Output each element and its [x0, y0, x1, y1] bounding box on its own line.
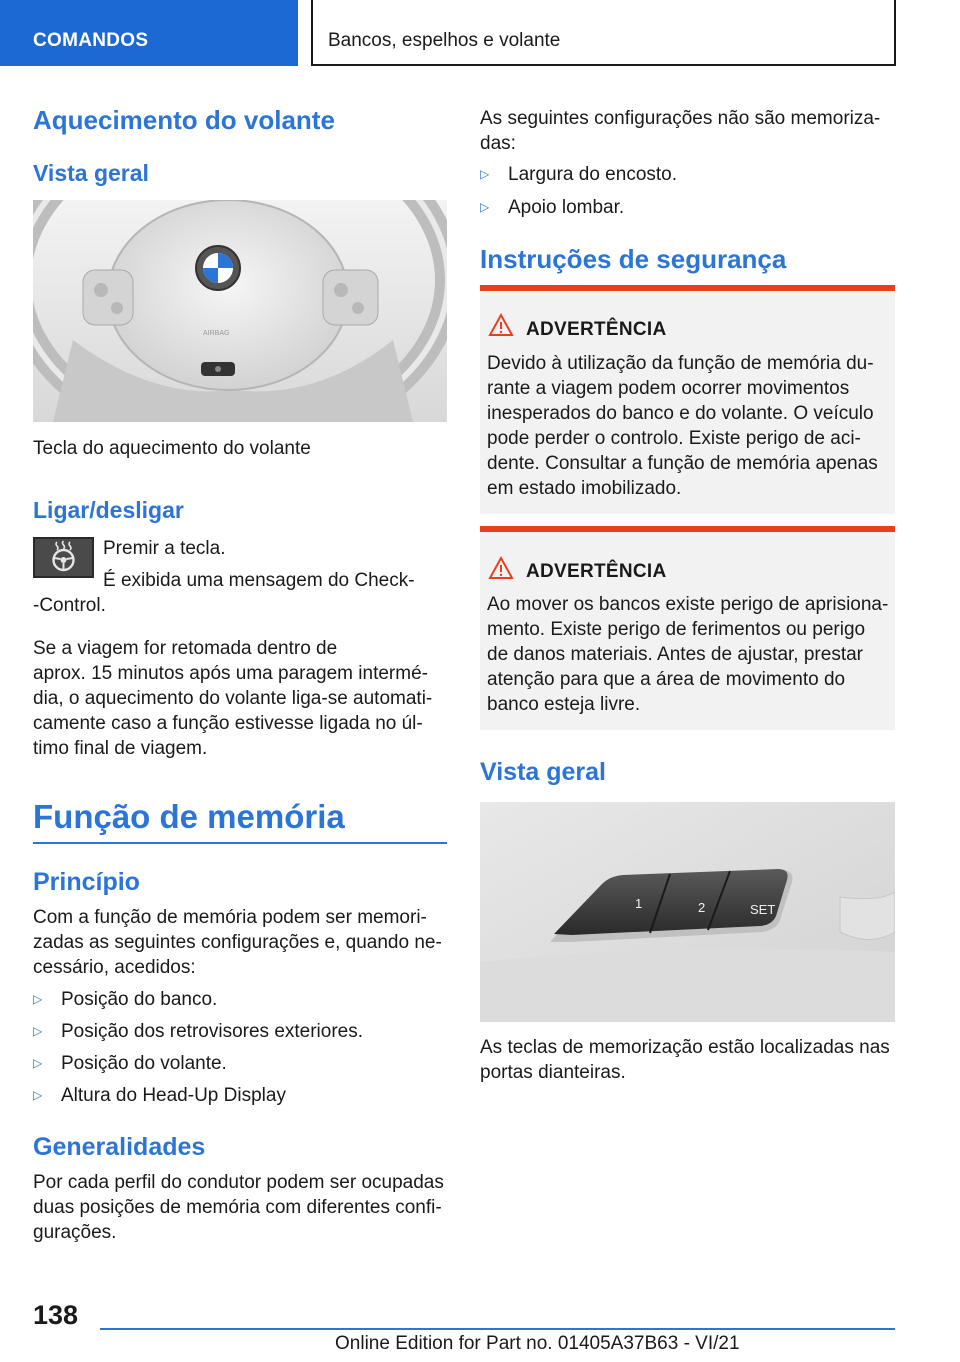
- section-title: COMANDOS: [33, 30, 149, 51]
- warning-line: Devido à utilização da função de memória du-: [487, 353, 874, 374]
- section-tab: [0, 0, 298, 66]
- resume-line: aprox. 15 minutos após uma paragem intermé-: [33, 663, 428, 684]
- warning-line: pode perder o controlo. Existe perigo de aci-: [487, 428, 861, 449]
- footer-rule: [100, 1328, 895, 1330]
- heading-steering-heating: Aquecimento do volante: [33, 105, 335, 135]
- subsection-title: Bancos, espelhos e volante: [328, 30, 561, 51]
- warning-line: banco esteja livre.: [487, 694, 641, 715]
- edition-text: Online Edition for Part no. 01405A37B63 - VI/21: [335, 1333, 740, 1354]
- warning-line: Ao mover os bancos existe perigo de aprisiona-: [487, 594, 889, 615]
- subsection-box: [311, 0, 896, 66]
- bullet-triangle-icon: ▷: [480, 200, 490, 214]
- list-item: [33, 1051, 447, 1076]
- general-paragraph: [33, 1170, 444, 1245]
- memory-key-label: SET: [750, 902, 776, 917]
- subheading-overview: Vista geral: [33, 160, 149, 186]
- list-item: [33, 987, 447, 1012]
- memory-key-label: 2: [698, 900, 706, 915]
- list-item-text: Largura do encosto.: [508, 164, 678, 185]
- warning-box: [480, 526, 895, 730]
- buttons-caption: [480, 1035, 890, 1085]
- warning-line: inesperados do banco e do volante. O veículo: [487, 403, 874, 424]
- heated-wheel-icon: [35, 539, 92, 576]
- warning-line: rante a viagem podem ocorrer movimentos: [487, 378, 850, 399]
- caption-line: As teclas de memorização estão localizadas nas: [480, 1037, 890, 1058]
- svg-text:AIRBAG: AIRBAG: [203, 330, 230, 337]
- list-item: [480, 162, 895, 187]
- heading-rule: [33, 842, 447, 844]
- warning-line: de danos materiais. Antes de ajustar, prestar: [487, 644, 863, 665]
- subheading-general: Generalidades: [33, 1133, 206, 1161]
- principle-line: cessário, acedidos:: [33, 957, 196, 978]
- principle-paragraph: [33, 905, 442, 980]
- list-item: [33, 1083, 447, 1108]
- memory-key-label: 1: [635, 896, 643, 911]
- bullet-triangle-icon: ▷: [480, 167, 490, 181]
- heading-memory-function: Função de memória: [33, 798, 345, 835]
- list-item-text: Posição dos retrovisores exteriores.: [61, 1021, 364, 1042]
- list-item-text: Posição do banco.: [61, 989, 218, 1010]
- general-line: gurações.: [33, 1222, 117, 1243]
- list-item-text: Altura do Head-Up Display: [61, 1085, 286, 1106]
- steering-heating-button[interactable]: [33, 537, 94, 578]
- caption-line: portas dianteiras.: [480, 1062, 626, 1083]
- warning-title: ADVERTÊNCIA: [526, 561, 667, 582]
- not-stored-line: As seguintes configurações não são memoriza-: [480, 108, 881, 129]
- page-number: 138: [33, 1300, 79, 1330]
- steering-wheel-image: [33, 200, 447, 422]
- heading-safety: Instruções de segurança: [480, 244, 787, 274]
- list-item: [480, 195, 895, 220]
- list-item-text: Posição do volante.: [61, 1053, 227, 1074]
- message-text-line2: -Control.: [33, 595, 106, 616]
- bullet-triangle-icon: ▷: [33, 992, 43, 1006]
- subheading-on-off: Ligar/desligar: [33, 497, 184, 523]
- principle-line: zadas as seguintes configurações e, quando ne-: [33, 932, 442, 953]
- general-line: duas posições de memória com diferentes confi-: [33, 1197, 442, 1218]
- warning-line: mento. Existe perigo de ferimentos ou perigo: [487, 619, 866, 640]
- list-item: [33, 1019, 447, 1044]
- warning-triangle-icon: [488, 556, 514, 580]
- warning-title: ADVERTÊNCIA: [526, 319, 667, 340]
- press-key-text: Premir a tecla.: [103, 538, 226, 559]
- memory-buttons-image: [480, 802, 895, 1022]
- subheading-overview: Vista geral: [480, 758, 607, 786]
- warning-body: [487, 592, 887, 717]
- general-line: Por cada perfil do condutor podem ser ocupadas: [33, 1172, 444, 1193]
- list-item-text: Apoio lombar.: [508, 197, 625, 218]
- bullet-triangle-icon: ▷: [33, 1024, 43, 1038]
- not-stored-paragraph: [480, 106, 880, 156]
- warning-body: [487, 351, 887, 501]
- resume-line: Se a viagem for retomada dentro de: [33, 638, 338, 659]
- image-caption: Tecla do aquecimento do volante: [33, 438, 311, 459]
- warning-line: em estado imobilizado.: [487, 478, 682, 499]
- bullet-triangle-icon: ▷: [33, 1088, 43, 1102]
- resume-line: camente caso a função estivesse ligada no úl-: [33, 713, 423, 734]
- warning-triangle-icon: [488, 313, 514, 337]
- warning-line: atenção para que a área de movimento do: [487, 669, 846, 690]
- bullet-triangle-icon: ▷: [33, 1056, 43, 1070]
- not-stored-line: das:: [480, 133, 516, 154]
- resume-line: timo final de viagem.: [33, 738, 208, 759]
- warning-box: [480, 285, 895, 514]
- resume-paragraph: [33, 636, 432, 761]
- principle-line: Com a função de memória podem ser memori-: [33, 907, 427, 928]
- subheading-principle: Princípio: [33, 868, 140, 896]
- resume-line: dia, o aquecimento do volante liga-se automati-: [33, 688, 433, 709]
- warning-line: dente. Consultar a função de memória apenas: [487, 453, 878, 474]
- page-header: [0, 0, 960, 66]
- message-text-line1: É exibida uma mensagem do Check-: [103, 570, 415, 591]
